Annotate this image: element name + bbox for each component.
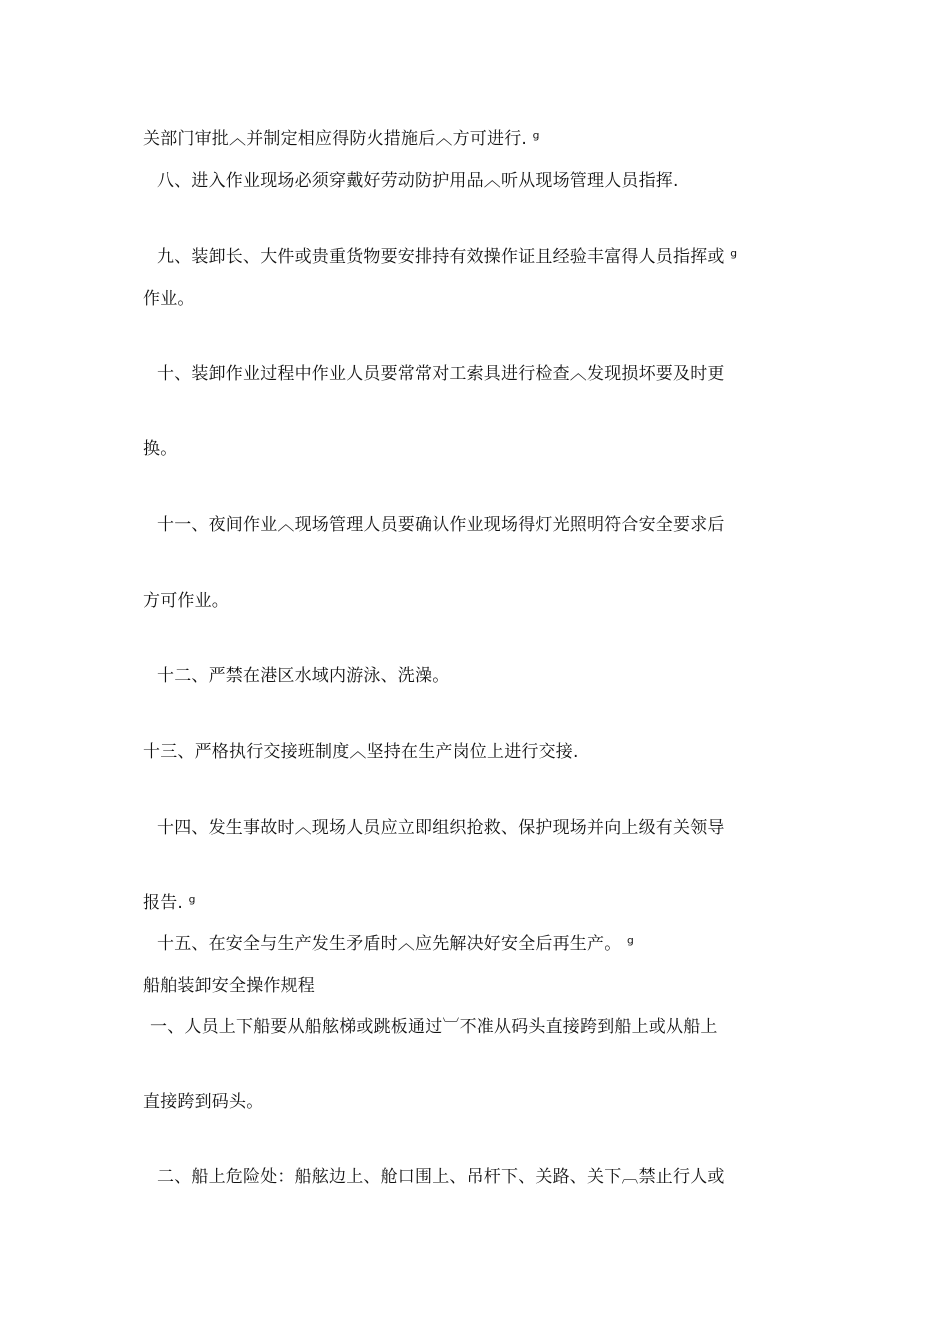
paragraph-line: 十一、夜间作业︿现场管理人员要确认作业现场得灯光照明符合安全要求后 <box>157 515 725 535</box>
paragraph-line: 二、船上危险处：船舷边上、舱口围上、吊杆下、关路、关下︹禁止行人或 <box>157 1167 725 1187</box>
paragraph-line: 十三、严格执行交接班制度︿坚持在生产岗位上进行交接. <box>143 742 579 762</box>
section-heading: 船舶装卸安全操作规程 <box>143 976 315 996</box>
paragraph-line: 十二、严禁在港区水域内游泳、洗澡。 <box>157 666 450 686</box>
paragraph-line: 十五、在安全与生产发生矛盾时︿应先解决好安全后再生产。 ᵍ <box>157 934 635 954</box>
paragraph-line: 十、装卸作业过程中作业人员要常常对工索具进行检查︿发现损坏要及时更 <box>157 364 725 384</box>
paragraph-line: 一、人员上下船要从船舷梯或跳板通过︺不准从码头直接跨到船上或从船上 <box>150 1017 718 1037</box>
paragraph-line: 换。 <box>143 439 178 459</box>
paragraph-line: 八、进入作业现场必须穿戴好劳动防护用品︿听从现场管理人员指挥. <box>157 171 679 191</box>
paragraph-line: 方可作业。 <box>143 591 229 611</box>
paragraph-line: 十四、发生事故时︿现场人员应立即组织抢救、保护现场并向上级有关领导 <box>157 818 725 838</box>
paragraph-line: 九、装卸长、大件或贵重货物要安排持有效操作证且经验丰富得人员指挥或 ᵍ <box>157 247 738 267</box>
paragraph-line: 作业。 <box>143 289 195 309</box>
paragraph-line: 报告. ᵍ <box>143 893 196 913</box>
paragraph-line: 直接跨到码头。 <box>143 1092 264 1112</box>
paragraph-line: 关部门审批︿并制定相应得防火措施后︿方可进行. ᵍ <box>143 129 540 149</box>
